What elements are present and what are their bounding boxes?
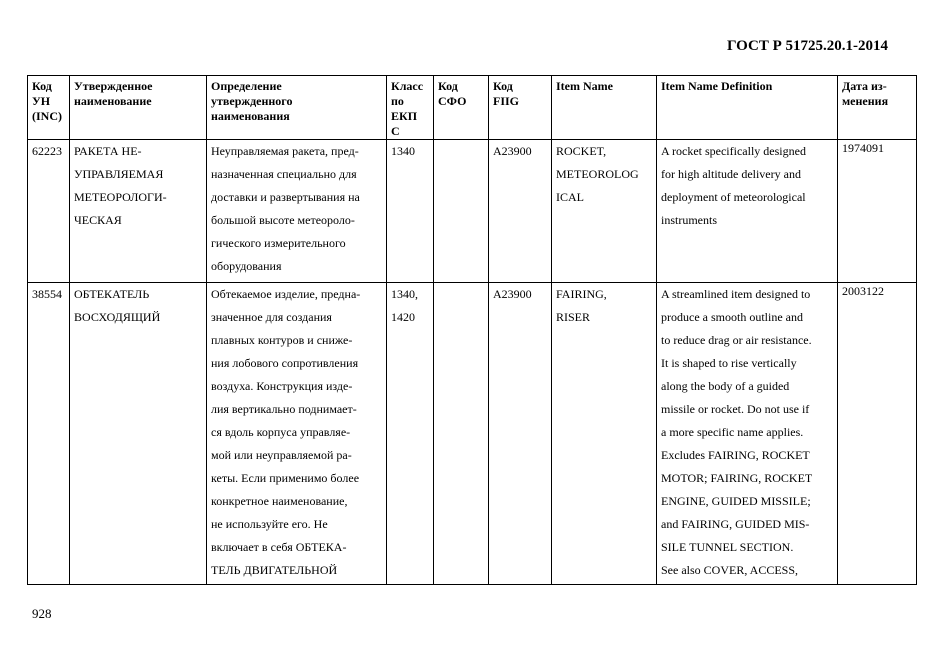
cell-ekps-class: 1340, 1420 [387, 283, 434, 585]
col-header-definition: Определение утвержденного наименования [207, 76, 387, 140]
col-header-inc: Код УН (INC) [28, 76, 70, 140]
cell-item-name-definition: A streamlined item designed to produce a smooth outline and to reduce drag or air resistance. It is shaped to rise vertically along the body of a guided missile or rocket. Do not use if a more specific name applies. Excludes FAIRING, ROCKET MOTOR; FAIRING, ROCKET ENGINE, GUIDED MISSILE; and FAIRING, GUIDED MIS- SILE TUNNEL SECTION. See also COVER, ACCESS, [657, 283, 838, 585]
table-header-row [28, 76, 917, 140]
col-header-item-name: Item Name [552, 76, 657, 140]
cell-item-name: FAIRING, RISER [552, 283, 657, 585]
nomenclature-table [27, 75, 917, 585]
cell-item-name-definition: A rocket specifically designed for high altitude delivery and deployment of meteorological instruments [657, 140, 838, 283]
cell-sfo-code [434, 283, 489, 585]
cell-item-name: ROCKET, METEOROLOG ICAL [552, 140, 657, 283]
col-header-approved-name: Утвержденное наименование [70, 76, 207, 140]
cell-definition: Неуправляемая ракета, пред- назначенная специально для доставки и развертывания на большой высоте метеороло- гического измерительного оборудования [207, 140, 387, 283]
col-header-ekps-class: Класс по ЕКП С [387, 76, 434, 140]
col-header-sfo-code: Код СФО [434, 76, 489, 140]
cell-sfo-code [434, 140, 489, 283]
table-row [28, 283, 917, 585]
cell-inc: 62223 [28, 140, 70, 283]
cell-approved-name: ОБТЕКАТЕЛЬ ВОСХОДЯЩИЙ [70, 283, 207, 585]
cell-change-date: 1974091 [838, 140, 917, 283]
cell-ekps-class: 1340 [387, 140, 434, 283]
cell-definition: Обтекаемое изделие, предна- значенное для создания плавных контуров и сниже- ния лобового сопротивления воздуха. Конструкция изде- лия вертикально поднимает- ся вдоль корпуса управляе- мой или неуправляемой ра- кеты. Если применимо более конкретное наименование, не используйте его. Не включает в себя ОБТЕКА- ТЕЛЬ ДВИГАТЕЛЬНОЙ [207, 283, 387, 585]
col-header-fiig-code: Код FIIG [489, 76, 552, 140]
cell-inc: 38554 [28, 283, 70, 585]
cell-fiig-code: A23900 [489, 283, 552, 585]
table-row [28, 140, 917, 283]
col-header-change-date: Дата из- менения [838, 76, 917, 140]
document-standard-number: ГОСТ Р 51725.20.1-2014 [726, 38, 888, 54]
page-number: 928 [32, 606, 52, 621]
cell-approved-name: РАКЕТА НЕ- УПРАВЛЯЕМАЯ МЕТЕОРОЛОГИ- ЧЕСКАЯ [70, 140, 207, 283]
col-header-item-name-definition: Item Name Definition [657, 76, 838, 140]
cell-fiig-code: A23900 [489, 140, 552, 283]
cell-change-date: 2003122 [838, 283, 917, 585]
